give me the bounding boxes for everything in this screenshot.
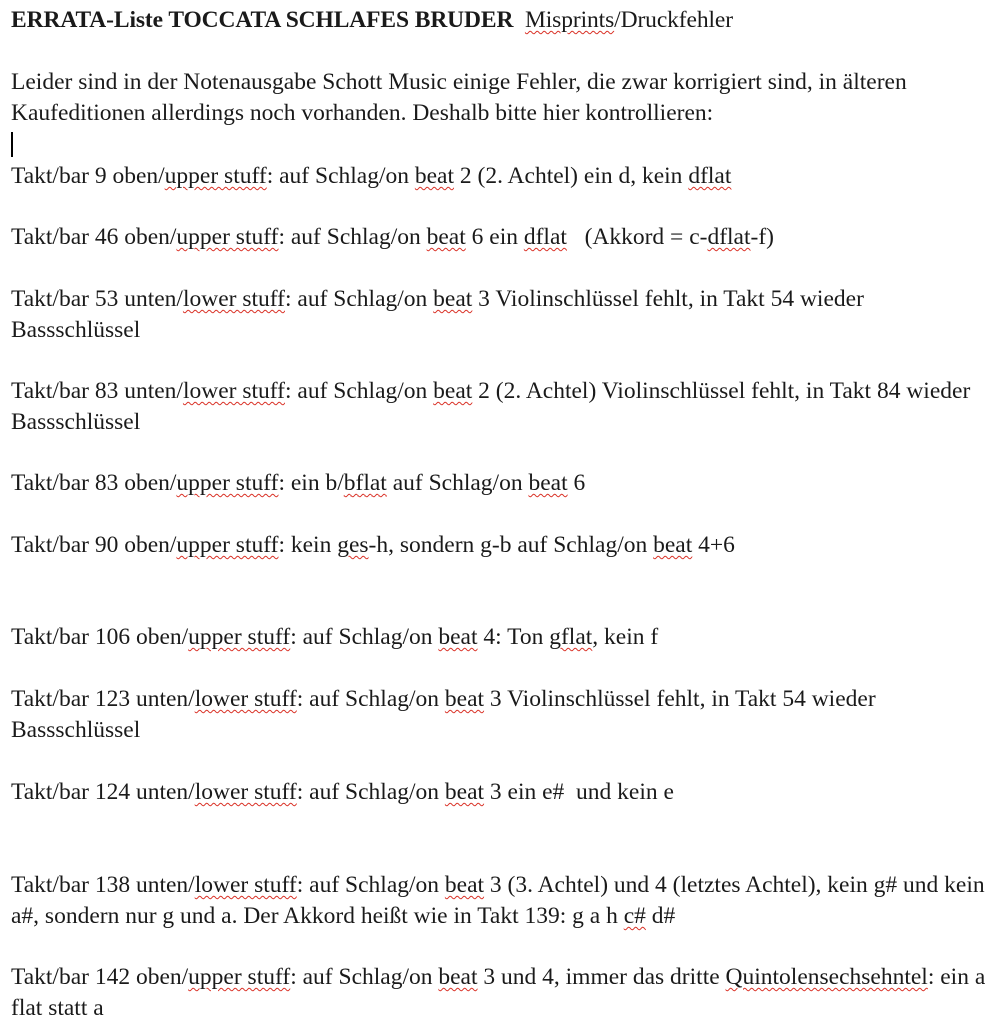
entry-staff: upper stuff (176, 532, 279, 558)
entry-staff: lower stuff (194, 872, 297, 898)
entry-note: ges (337, 532, 369, 558)
entry-note: dflat (523, 224, 567, 250)
entry-text: : auf Schlag/on (296, 779, 445, 805)
entry-bar: Takt/bar 106 oben/ (11, 624, 189, 650)
intro-paragraph: Leider sind in der Notenausgabe Schott Music einige Fehler, die zwar korrigiert sind, in älteren Kaufeditionen allerdings noch vorhanden. Deshalb bitte hier kontrollieren: (11, 69, 907, 126)
entry-text: d# (645, 903, 676, 929)
entry-staff: upper stuff (164, 163, 267, 189)
entry-bar: Takt/bar 83 unten/ (11, 378, 183, 404)
entry-text: : auf Schlag/on (296, 686, 445, 712)
entry-bar: Takt/bar 9 oben/ (11, 163, 165, 189)
entry-beat: beat (433, 286, 473, 312)
errata-entry (11, 684, 996, 746)
entry-bar: Takt/bar 142 oben/ (11, 964, 189, 990)
errata-entry (11, 870, 996, 932)
entry-beat: beat (444, 779, 485, 805)
entry-text: 4: Ton (477, 624, 550, 650)
errata-entry (11, 468, 996, 499)
entry-bar: Takt/bar 138 unten/ (11, 872, 195, 898)
entry-text: : ein a flat statt a (11, 964, 986, 1021)
entry-text: 3 ein e# und kein e (484, 779, 674, 805)
entry-text: -h, sondern g-b auf Schlag/on (368, 532, 654, 558)
entry-text: auf Schlag/on (386, 470, 529, 496)
entry-text: , kein f (592, 624, 659, 650)
entry-text: 2 (2. Achtel) ein d, kein (454, 163, 689, 189)
errata-entry (11, 284, 996, 346)
entry-text: : auf Schlag/on (290, 964, 439, 990)
title-bold: ERRATA-Liste TOCCATA SCHLAFES BRUDER (11, 7, 514, 33)
entry-text: 3 und 4, immer das dritte (477, 964, 726, 990)
entry-text: 4+6 (692, 532, 735, 558)
entry-note: dflat (707, 224, 751, 250)
errata-entry (11, 376, 996, 438)
entry-beat: beat (444, 686, 485, 712)
entry-staff: upper stuff (176, 470, 279, 496)
errata-entry (11, 530, 996, 561)
entry-text: -f) (750, 224, 775, 250)
entry-beat: beat (433, 378, 473, 404)
entry-beat: beat (528, 470, 568, 496)
entry-staff: lower stuff (182, 378, 285, 404)
entry-bar: Takt/bar 123 unten/ (11, 686, 195, 712)
entry-text: 3 Violinschlüssel fehlt, in Takt 54 wieder Bassschlüssel (11, 286, 864, 343)
entry-text: 3 Violinschlüssel fehlt, in Takt 54 wieder Bassschlüssel (11, 686, 876, 743)
entry-beat: beat (444, 872, 485, 898)
entry-note: c# (623, 903, 646, 929)
entry-note: gflat (549, 624, 593, 650)
entry-text: : auf Schlag/on (296, 872, 445, 898)
entry-note: dflat (688, 163, 732, 189)
entry-staff: upper stuff (176, 224, 279, 250)
errata-entry (11, 222, 996, 253)
entry-beat: beat (653, 532, 693, 558)
entry-bar: Takt/bar 46 oben/ (11, 224, 177, 250)
errata-entry (11, 777, 996, 808)
entry-text: : auf Schlag/on (278, 224, 427, 250)
entry-text: 6 (567, 470, 586, 496)
entry-text: : auf Schlag/on (285, 378, 434, 404)
entry-text: 3 (3. Achtel) und 4 (letztes Achtel), kein g# und kein a#, sondern nur g und a. Der Akkord heißt wie in Takt 139: g a h (11, 872, 985, 929)
entry-text: (Akkord = c- (566, 224, 708, 250)
entry-bar: Takt/bar 124 unten/ (11, 779, 195, 805)
errata-entry (11, 622, 996, 653)
entry-word: Quintolensechsehntel (725, 964, 928, 990)
document-title (11, 5, 733, 35)
entry-staff: upper stuff (188, 964, 291, 990)
entry-bar: Takt/bar 83 oben/ (11, 470, 177, 496)
entry-staff: lower stuff (194, 686, 297, 712)
title-rest: /Druckfehler (614, 7, 733, 33)
errata-entry (11, 161, 996, 192)
errata-entry (11, 962, 996, 1024)
entry-text: : auf Schlag/on (266, 163, 415, 189)
entry-beat: beat (438, 624, 478, 650)
entry-staff: upper stuff (188, 624, 291, 650)
entry-bar: Takt/bar 53 unten/ (11, 286, 183, 312)
entry-bar: Takt/bar 90 oben/ (11, 532, 177, 558)
entry-text: : kein (278, 532, 338, 558)
entry-staff: lower stuff (182, 286, 285, 312)
entry-beat: beat (414, 163, 455, 189)
entry-staff: lower stuff (194, 779, 297, 805)
entry-text: 2 (2. Achtel) Violinschlüssel fehlt, in Takt 84 wieder Bassschlüssel (11, 378, 971, 435)
entry-note: bflat (343, 470, 387, 496)
entry-text: : auf Schlag/on (290, 624, 439, 650)
text-cursor (11, 132, 13, 157)
title-misprints: Misprints (524, 7, 615, 33)
entry-text: : ein b/ (278, 470, 344, 496)
entry-beat: beat (438, 964, 478, 990)
entry-text: 6 ein (465, 224, 524, 250)
entry-beat: beat (426, 224, 466, 250)
entry-text: : auf Schlag/on (285, 286, 434, 312)
